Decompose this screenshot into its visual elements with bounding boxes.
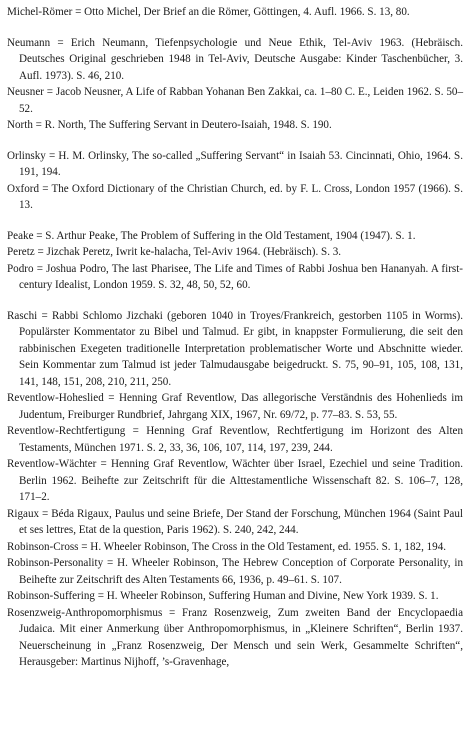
entry-gap (7, 214, 463, 228)
bibliography-entry: Neumann = Erich Neumann, Tiefenpsychologie und Neue Ethik, Tel-Aviv 1963. (Hebräisch. Deutsches Original geschrieben 1948 in Tel-Aviv, Deutsche Ausgabe: Kinder Taschenbücher, 3. Aufl. 1973). S. 46, 210. (7, 36, 463, 82)
entry-gap (7, 294, 463, 308)
bibliography-entry: Podro = Joshua Podro, The last Pharisee, The Life and Times of Rabbi Joshua ben Hananyah. A first-century Idealist, London 1959. S. 32, 48, 50, 52, 60. (7, 262, 463, 291)
bibliography-entry: Neusner = Jacob Neusner, A Life of Rabban Yohanan Ben Zakkai, ca. 1–80 C. E., Leiden 1962. S. 50–52. (7, 86, 463, 115)
bibliography-entry: Rigaux = Béda Rigaux, Paulus und seine Briefe, Der Stand der Forschung, München 1964 (Saint Paul et ses lettres, Etat de la question, Paris 1962). S. 240, 242, 244. (7, 507, 463, 536)
bibliography-entry: Reventlow-Hoheslied = Henning Graf Reventlow, Das allegorische Verständnis des Hohenlieds im Judentum, Freiburger Rundbrief, Jahrgang XIX, 1967, Nr. 69/72, p. 77–83. S. 53, 55. (7, 392, 463, 421)
bibliography-entry: Reventlow-Wächter = Henning Graf Reventlow, Wächter über Israel, Ezechiel und seine Tradition. Berlin 1962. Beihefte zur Zeitschrift für die Alttestamentliche Wissenschaft 82. S. 106–7, 128, 171–2. (7, 458, 463, 503)
bibliography-entry: Robinson-Suffering = H. Wheeler Robinson, Suffering Human and Divine, New York 1939. S. 1. (7, 590, 439, 602)
bibliography-entry: Reventlow-Rechtfertigung = Henning Graf Reventlow, Rechtfertigung im Horizont des Alten Testaments, München 1971. S. 2, 33, 36, 106, 107, 114, 197, 239, 244. (7, 425, 463, 454)
bibliography-page (7, 4, 463, 671)
bibliography-entry: Peretz = Jizchak Peretz, Iwrit ke-halacha, Tel-Aviv 1964. (Hebräisch). S. 3. (7, 246, 342, 258)
bibliography-entry: Oxford = The Oxford Dictionary of the Christian Church, ed. by F. L. Cross, London 1957 (1966). S. 13. (7, 182, 463, 211)
bibliography-entry: North = R. North, The Suffering Servant in Deutero-Isaiah, 1948. S. 190. (7, 119, 332, 131)
bibliography-entry: Peake = S. Arthur Peake, The Problem of Suffering in the Old Testament, 1904 (1947). S. 1. (7, 229, 416, 242)
entry-gap (7, 21, 463, 35)
bibliography-entry: Robinson-Personality = H. Wheeler Robinson, The Hebrew Conception of Corporate Personality, in Beihefte zur Zeitschrift des Alten Testaments 66, 1936, p. 49–61. S. 107. (7, 557, 463, 586)
bibliography-entry: Rosenzweig-Anthropomorphismus = Franz Rosenzweig, Zum zweiten Band der Encyclopaedia Judaica. Mit einer Anmerkung über Anthropomorphismus, in „Kleinere Schriften“, Berlin 1937. Neuerscheinung in „Franz Rosenzweig, Der Mensch und sein Werk, Gesammelte Schriften“, Herausgeber: Martinus Nijhoff, ’s-Gravenhage, (7, 606, 463, 668)
bibliography-entry: Raschi = Rabbi Schlomo Jizchaki (geboren 1040 in Troyes/Frankreich, gestorben 1105 in Worms). Populärster Kommentator zu Bibel und Talmud. Er gibt, in knappster Formulierung, die seit den rabbinischen Exegeten traditionelle Interpretation problematischer Worte und Abschnitte wieder. Sein Kommentar zum Talmud ist jeder Talmudausgabe beigedruckt. S. 75, 90–91, 105, 108, 131, 141, 148, 151, 208, 210, 211, 250. (7, 309, 463, 388)
bibliography-entry: Michel-Römer = Otto Michel, Der Brief an die Römer, Göttingen, 4. Aufl. 1966. S. 13, 80. (7, 6, 410, 18)
entry-gap (7, 134, 463, 148)
bibliography-entry: Orlinsky = H. M. Orlinsky, The so-called „Suffering Servant“ in Isaiah 53. Cincinnati, Ohio, 1964. S. 191, 194. (7, 149, 463, 178)
bibliography-entry: Robinson-Cross = H. Wheeler Robinson, The Cross in the Old Testament, ed. 1955. S. 1, 182, 194. (7, 540, 447, 553)
